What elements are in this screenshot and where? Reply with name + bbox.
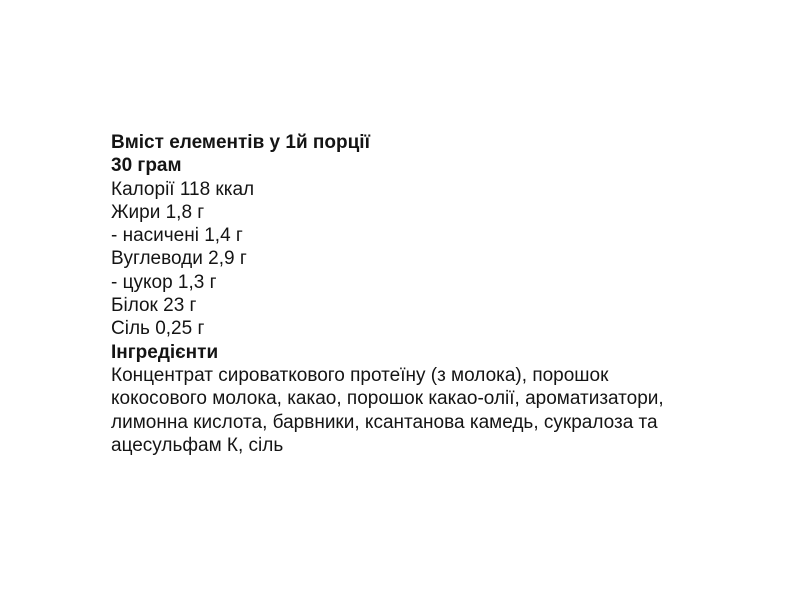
nutrition-info-block	[111, 131, 751, 457]
serving-size: 30 грам	[111, 155, 182, 177]
nutrient-sugar: - цукор 1,3 г	[111, 271, 217, 293]
nutrient-fat: Жири 1,8 г	[111, 201, 205, 223]
nutrient-protein: Білок 23 г	[111, 295, 197, 317]
ingredients-line-1: Концентрат сироваткового протеїну (з молока), порошок	[111, 364, 609, 386]
nutrient-carbohydrates: Вуглеводи 2,9 г	[111, 248, 247, 270]
ingredients-line-2: кокосового молока, какао, порошок какао-олії, ароматизатори,	[111, 388, 664, 410]
nutrient-salt: Сіль 0,25 г	[111, 318, 205, 340]
ingredients-line-4: ацесульфам К, сіль	[111, 434, 284, 456]
nutrient-saturated-fat: - насичені 1,4 г	[111, 225, 243, 247]
ingredients-heading: Інгредієнти	[111, 341, 219, 363]
ingredients-line-3: лимонна кислота, барвники, ксантанова камедь, сукралоза та	[111, 411, 658, 433]
nutrient-calories: Калорії 118 ккал	[111, 178, 255, 200]
nutrition-heading: Вміст елементів у 1й порції	[111, 132, 370, 153]
